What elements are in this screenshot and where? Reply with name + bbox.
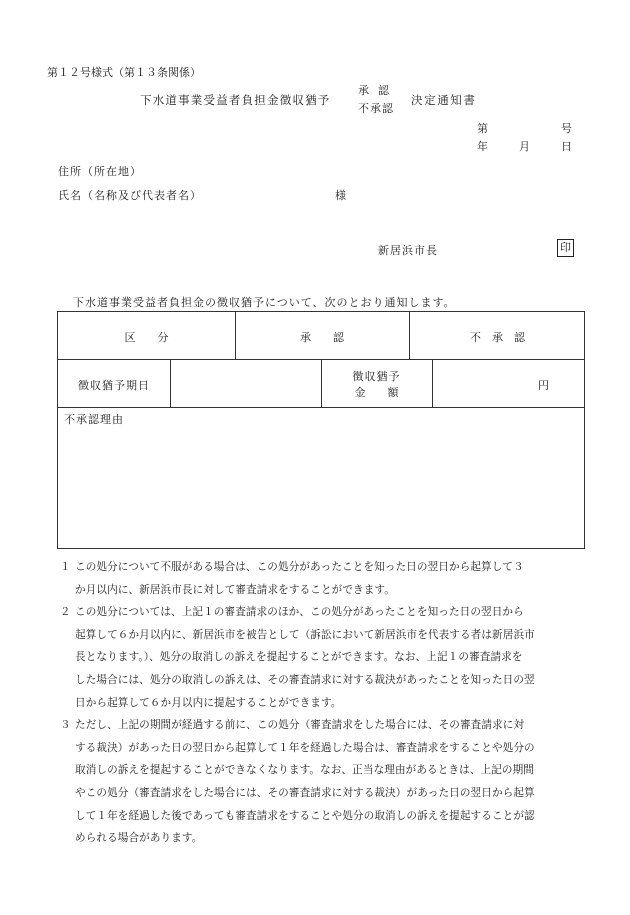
- title-option-disapprove: 不承認: [358, 102, 394, 115]
- note-text: ただし、上記の期間が経過する前に、この処分（審査請求をした場合には、その審査請求に対 する裁決）があった日の翌日から起算して１年を経過した場合は、審査請求をすることや処分の 取消しの訴えを提起することができなくなります。なお、正当な理由があるときは、上記の期間 やこの処分（審査請求をした場合には、その審査請求に対する裁決）があった日の翌日から起算 して１年を経過した後であっても審査請求をすることや処分の取消しの訴えを提起することが認 められる場合があります。: [75, 719, 535, 845]
- document-title-suffix: 決定通知書: [411, 93, 477, 107]
- note-text: この処分については、上記１の審査請求のほか、この処分があったことを知った日の翌日から 起算して６か月以内に、新居浜市を被告として（訴訟において新居浜市を代表する者は新居浜市 長となります。）、処分の取消しの訴えを提起することができます。なお、上記１の審査請求を した場合には、処分の取消しの訴えは、その審査請求に対する裁決があったことを知った日の翌 日から起算して６か月以内に提起することができます。: [75, 606, 535, 709]
- table-divider: [58, 407, 584, 408]
- note-number: ２: [60, 606, 71, 619]
- header-category: 区 分: [124, 331, 169, 344]
- note-number: ３: [60, 719, 71, 732]
- number-prefix: 第: [477, 122, 488, 135]
- note-number: １: [60, 561, 71, 573]
- reason-label: 不承認理由: [64, 413, 124, 426]
- header-disapprove: 不 承 認: [470, 331, 525, 344]
- name-label: 氏名（名称及び代表者名）: [58, 189, 202, 202]
- date-day: 日: [561, 140, 572, 153]
- note-text: この処分について不服がある場合は、この処分があったことを知った日の翌日から起算して３ か月以内に、新居浜市長に対して審査請求をすることができます。: [75, 561, 524, 596]
- address-label: 住所（所在地）: [58, 165, 142, 178]
- document-title: 下水道事業受益者負担金徴収猶予: [140, 93, 331, 107]
- date-month: 月: [519, 140, 530, 153]
- table-divider: [432, 359, 433, 407]
- number-suffix: 号: [561, 122, 572, 135]
- appeal-notes: [60, 556, 590, 850]
- seal-mark: 印: [557, 239, 574, 257]
- intro-text: 下水道事業受益者負担金の徴収猶予について、次のとおり通知します。: [73, 296, 456, 309]
- decision-table: [57, 311, 585, 549]
- amount-label-line2: 金 額: [354, 386, 399, 399]
- amount-label-line1: 徴収猶予: [352, 370, 401, 383]
- note-item: [60, 714, 590, 850]
- header-approve: 承 認: [300, 331, 344, 344]
- yen-unit: 円: [538, 379, 549, 392]
- form-number: 第１２号様式（第１３条関係）: [47, 66, 201, 79]
- note-item: [60, 556, 590, 601]
- period-label: 徴収猶予期日: [78, 379, 150, 392]
- note-item: [60, 601, 590, 714]
- issuer-title: 新居浜市長: [378, 244, 438, 257]
- title-option-approve: 承認: [358, 84, 398, 97]
- date-year: 年: [477, 140, 488, 153]
- honorific: 様: [335, 189, 346, 202]
- table-divider: [170, 359, 171, 407]
